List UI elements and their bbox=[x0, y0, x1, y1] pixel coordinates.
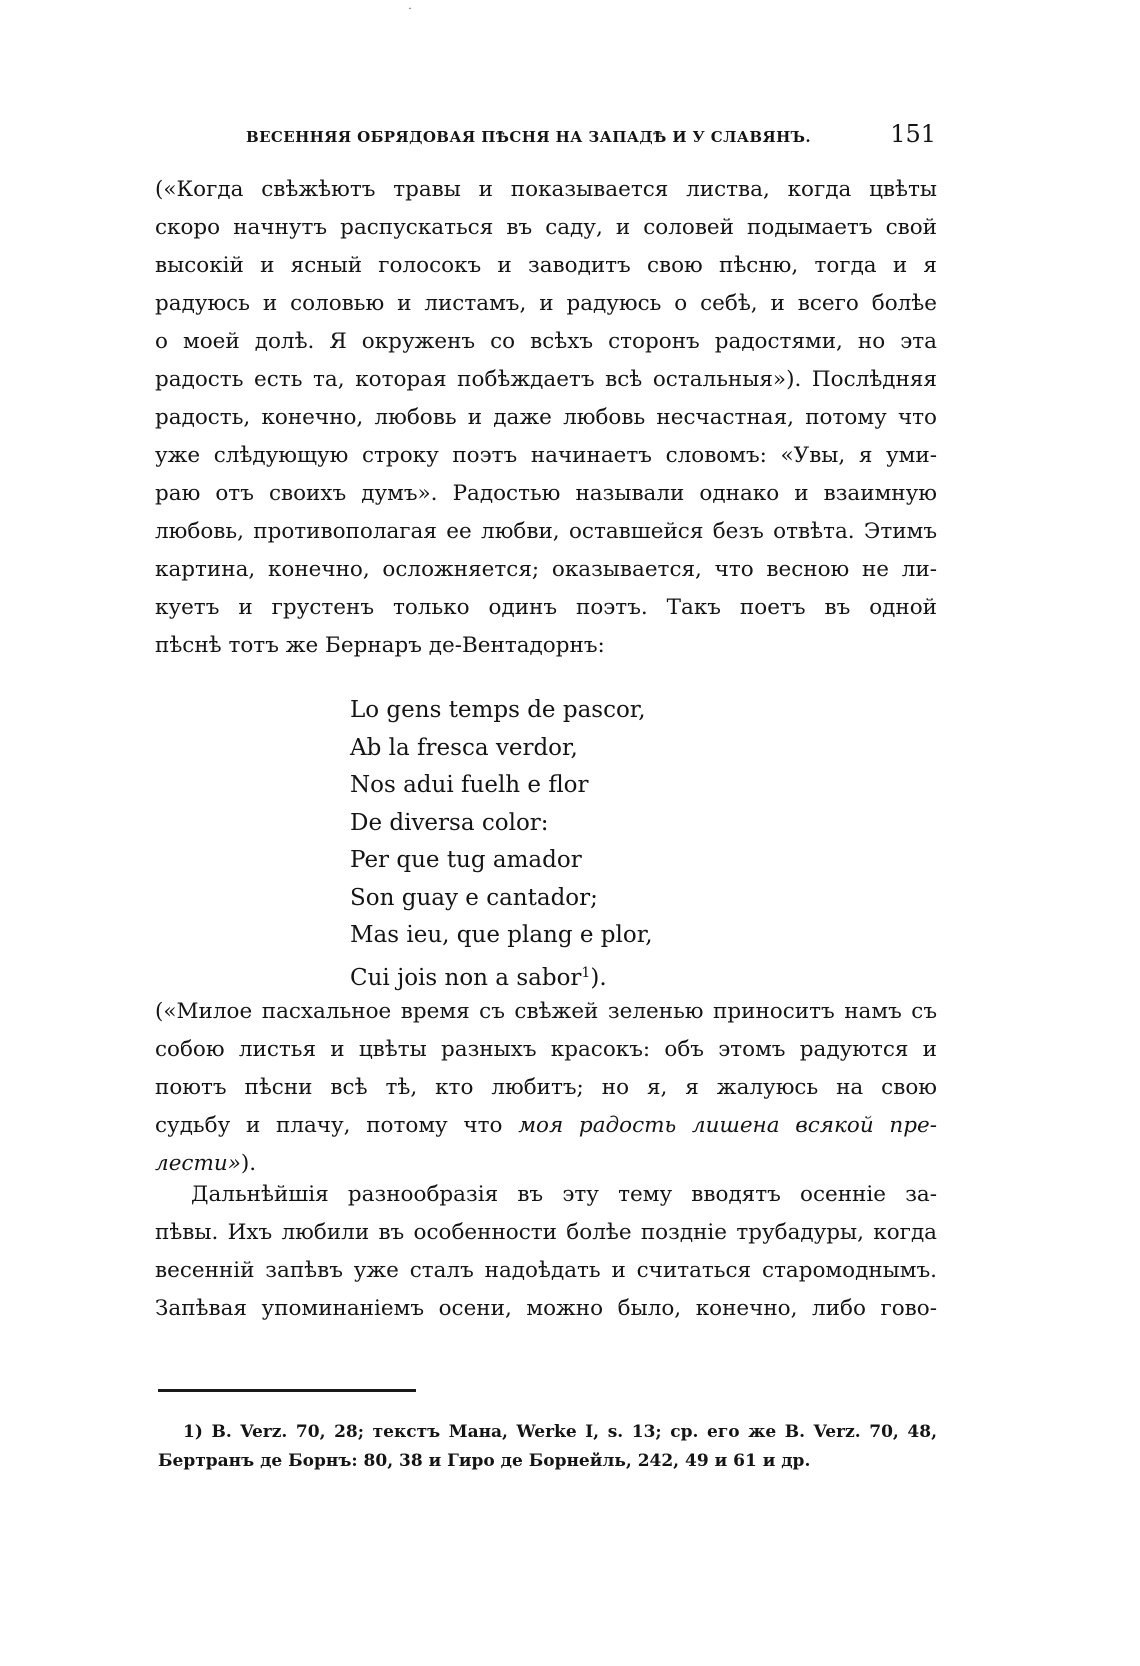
verse-line: Mas ieu, que plang e plor, bbox=[350, 922, 653, 948]
verse-line: Nos adui fuelh e flor bbox=[350, 772, 589, 798]
text-line: о моей долѣ. Я окруженъ со всѣхъ сторонъ радостями, но эта bbox=[155, 329, 937, 354]
text-line: картина, конечно, осложняется; оказывается, что весною не ли- bbox=[155, 557, 937, 582]
text-line: Запѣвая упоминаніемъ осени, можно было, конечно, либо гово- bbox=[155, 1296, 937, 1321]
scan-speck: ˙ bbox=[407, 6, 413, 20]
plain-text: судьбу и плачу, потому что bbox=[155, 1113, 519, 1138]
footnote-reference[interactable]: 1 bbox=[581, 964, 591, 981]
text-line: раю отъ своихъ думъ». Радостью называли однако и взаимную bbox=[155, 481, 937, 506]
text-line: уже слѣдующую строку поэтъ начинаетъ словомъ: «Увы, я уми- bbox=[155, 443, 937, 468]
text-line: радость есть та, которая побѣждаетъ всѣ остальныя»). Послѣдняя bbox=[155, 367, 937, 392]
verse-line: De diversa color: bbox=[350, 809, 549, 836]
text-line: радость, конечно, любовь и даже любовь несчастная, потому что bbox=[155, 405, 937, 430]
paragraph-3 bbox=[155, 1176, 937, 1328]
footnotes bbox=[158, 1418, 937, 1476]
verse-line: Son guay e cantador; bbox=[350, 884, 598, 911]
paragraph-2 bbox=[155, 993, 937, 1183]
verse-line: Lo gens temps de pascor, bbox=[350, 697, 646, 723]
italic-text: моя радость лишена всякой пре- bbox=[518, 1113, 937, 1138]
verse-tail: ). bbox=[590, 964, 607, 991]
page-number: 151 bbox=[890, 120, 936, 148]
italic-text: лести» bbox=[155, 1151, 241, 1176]
text-line: собою листья и цвѣты разныхъ красокъ: объ этомъ радуются и bbox=[155, 1037, 937, 1062]
text-line: любовь, противополагая ее любви, оставшейся безъ отвѣта. Этимъ bbox=[155, 519, 937, 544]
text-line: («Милое пасхальное время съ свѣжей зеленью приноситъ намъ съ bbox=[155, 999, 937, 1024]
verse-quote bbox=[350, 692, 653, 992]
text-line: радуюсь и соловью и листамъ, и радуюсь о себѣ, и всего болѣе bbox=[155, 291, 937, 316]
text-line: поютъ пѣсни всѣ тѣ, кто любитъ; но я, я жалуюсь на свою bbox=[155, 1075, 937, 1100]
paragraph-1 bbox=[155, 171, 937, 665]
running-title: ВЕСЕННЯЯ ОБРЯДОВАЯ ПѢСНЯ НА ЗАПАДѢ И У СЛАВЯНЪ. bbox=[246, 128, 812, 146]
verse-text: Cui jois non a sabor bbox=[350, 964, 582, 991]
footnote-line: 1) B. Verz. 70, 28; текстъ Мана, Werke I, s. 13; ср. его же B. Verz. 70, 48, bbox=[183, 1422, 937, 1442]
footnote-line: Бертранъ де Борнъ: 80, 38 и Гиро де Борнейль, 242, 49 и 61 и др. bbox=[158, 1451, 811, 1471]
text-line: высокій и ясный голосокъ и заводитъ свою пѣсню, тогда и я bbox=[155, 253, 937, 278]
footnote-divider bbox=[158, 1389, 416, 1392]
plain-text: ). bbox=[240, 1151, 257, 1176]
text-line: куетъ и грустенъ только одинъ поэтъ. Такъ поетъ въ одной bbox=[155, 595, 937, 620]
text-line: весенній запѣвъ уже сталъ надоѣдать и считаться старомоднымъ. bbox=[155, 1258, 937, 1283]
running-head bbox=[246, 120, 936, 156]
text-line-mixed bbox=[155, 1107, 937, 1145]
text-line: скоро начнутъ распускаться въ саду, и соловей подымаетъ свой bbox=[155, 215, 937, 240]
text-line: пѣвы. Ихъ любили въ особенности болѣе поздніе трубадуры, когда bbox=[155, 1220, 937, 1245]
text-line-indented: Дальнѣйшія разнообразія въ эту тему вводятъ осенніе за- bbox=[191, 1182, 937, 1207]
text-line: («Когда свѣжѣютъ травы и показывается листва, когда цвѣты bbox=[155, 177, 937, 202]
verse-line: Ab la fresca verdor, bbox=[350, 734, 578, 761]
verse-line: Per que tug amador bbox=[350, 847, 582, 873]
text-line: пѣснѣ тотъ же Бернаръ де-Вентадорнъ: bbox=[155, 633, 605, 658]
verse-line-last bbox=[350, 955, 653, 993]
